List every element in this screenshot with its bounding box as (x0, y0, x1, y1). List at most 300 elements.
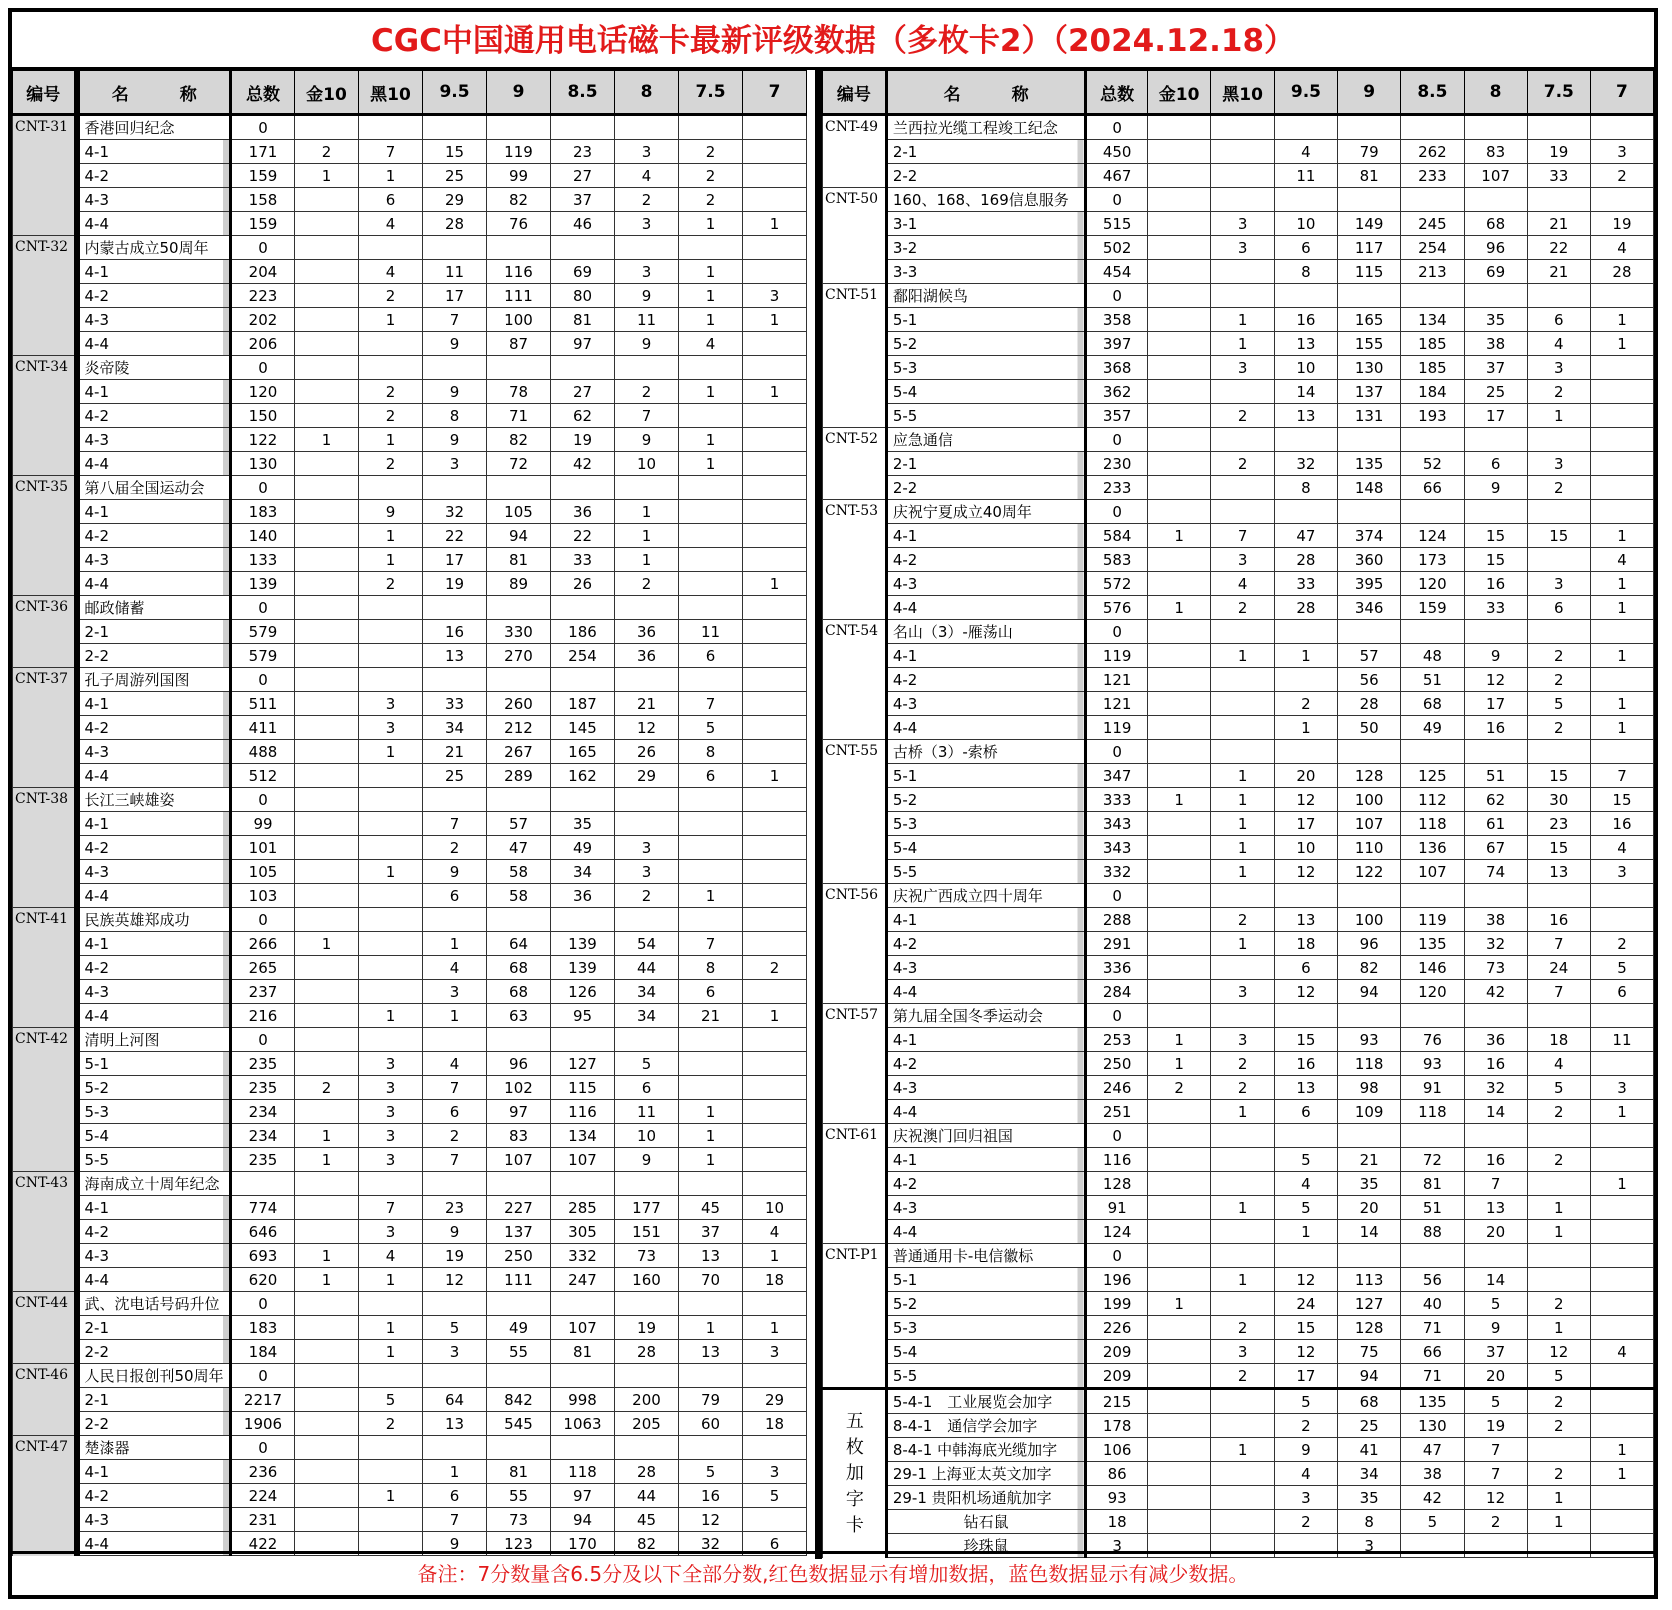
grade-count: 3 (1527, 572, 1590, 596)
grade-count (1590, 1316, 1653, 1340)
grade-count: 1 (1274, 644, 1337, 668)
grade-count (359, 1508, 423, 1532)
grade-count: 1 (1211, 308, 1274, 332)
series-code-empty (823, 548, 887, 572)
grade-count: 20 (1464, 1220, 1527, 1244)
card-total: 93 (1086, 1486, 1147, 1510)
grade-count: 116 (487, 260, 551, 284)
series-code-empty (823, 260, 887, 284)
grade-count: 19 (423, 572, 487, 596)
grade-count (487, 908, 551, 932)
grade-count: 81 (487, 548, 551, 572)
grade-count: 16 (1527, 908, 1590, 932)
grade-count (1590, 188, 1653, 212)
grade-count (1147, 668, 1210, 692)
grade-count (487, 668, 551, 692)
grade-count (1274, 740, 1337, 764)
grade-count (743, 524, 807, 548)
grade-count: 83 (487, 1124, 551, 1148)
card-number: 5-1 (886, 764, 1086, 788)
grade-count (615, 236, 679, 260)
grade-count: 6 (1464, 452, 1527, 476)
series-total: 0 (231, 1436, 295, 1460)
grade-count: 2 (615, 188, 679, 212)
grade-count (551, 1028, 615, 1052)
grade-count (359, 980, 423, 1004)
card-number: 2-1 (886, 140, 1086, 164)
grade-count: 1 (1590, 1100, 1653, 1124)
grade-count: 4 (743, 1220, 807, 1244)
grade-count: 32 (423, 500, 487, 524)
grade-count: 1 (1211, 1438, 1274, 1462)
card-number: 4-4 (77, 572, 231, 596)
grade-count: 66 (1401, 1340, 1464, 1364)
series-code-empty (823, 1028, 887, 1052)
grade-count (1274, 668, 1337, 692)
grade-count: 21 (615, 692, 679, 716)
grade-count (1147, 1172, 1210, 1196)
table-row (823, 1100, 1654, 1124)
grade-count: 260 (487, 692, 551, 716)
grade-count: 18 (743, 1268, 807, 1292)
column-header: 名 称 (77, 71, 231, 115)
grade-count: 57 (487, 812, 551, 836)
grade-count: 18 (1527, 1028, 1590, 1052)
grade-count (1147, 980, 1210, 1004)
grade-count: 1 (359, 524, 423, 548)
grade-count: 10 (743, 1196, 807, 1220)
table-row (823, 1076, 1654, 1100)
grade-count (295, 332, 359, 356)
grade-count (295, 980, 359, 1004)
grade-count (1211, 1004, 1274, 1028)
table-row (13, 884, 807, 908)
grade-count (1147, 1462, 1210, 1486)
grade-count (487, 596, 551, 620)
card-total: 140 (231, 524, 295, 548)
series-name: 古桥（3）-索桥 (886, 740, 1086, 764)
grade-count: 128 (1338, 1316, 1401, 1340)
card-number: 4-1 (77, 812, 231, 836)
grade-count: 2 (359, 404, 423, 428)
series-total: 0 (1086, 284, 1147, 308)
grade-count: 62 (1464, 788, 1527, 812)
card-total: 3 (1086, 1534, 1147, 1558)
grade-count: 12 (1274, 980, 1337, 1004)
grade-count: 1 (1590, 1172, 1653, 1196)
card-number: 4-4 (886, 980, 1086, 1004)
grade-count (1464, 284, 1527, 308)
table-row (823, 932, 1654, 956)
grade-count: 68 (1338, 1389, 1401, 1414)
grade-count: 4 (1274, 1172, 1337, 1196)
series-total: 0 (231, 596, 295, 620)
grade-count: 13 (1274, 1076, 1337, 1100)
series-total: 0 (231, 668, 295, 692)
grade-count: 26 (615, 740, 679, 764)
grade-count: 1 (1211, 836, 1274, 860)
table-row (13, 1148, 807, 1172)
grade-count: 82 (487, 188, 551, 212)
card-number: 4-3 (77, 1508, 231, 1532)
card-name: 8-4-1 通信学会加字 (886, 1414, 1086, 1438)
grade-count (359, 836, 423, 860)
grade-count: 2 (1527, 1462, 1590, 1486)
series-code-empty (13, 1412, 77, 1436)
grade-count (1527, 1004, 1590, 1028)
grade-count: 47 (487, 836, 551, 860)
grade-count: 6 (679, 644, 743, 668)
grade-count: 56 (1401, 1268, 1464, 1292)
grade-count (1211, 692, 1274, 716)
grade-count: 21 (423, 740, 487, 764)
table-row (13, 932, 807, 956)
grade-count: 1 (1590, 716, 1653, 740)
grade-count (615, 668, 679, 692)
grade-count (679, 500, 743, 524)
grade-count: 37 (679, 1220, 743, 1244)
series-name: 普通通用卡-电信徽标 (886, 1244, 1086, 1268)
grade-count (295, 115, 359, 140)
card-total: 347 (1086, 764, 1147, 788)
grade-count: 212 (487, 716, 551, 740)
grade-count (295, 1220, 359, 1244)
grade-count (1147, 884, 1210, 908)
card-total: 774 (231, 1196, 295, 1220)
grade-count (743, 1148, 807, 1172)
column-header: 黑10 (1211, 71, 1274, 115)
grade-count (1338, 620, 1401, 644)
grade-count: 7 (1464, 1172, 1527, 1196)
grade-count: 5 (743, 1484, 807, 1508)
grade-count: 82 (615, 1532, 679, 1556)
card-total: 204 (231, 260, 295, 284)
grade-count: 2 (1527, 476, 1590, 500)
grade-count: 5 (1274, 1196, 1337, 1220)
grade-count (359, 1436, 423, 1460)
grade-count (295, 1412, 359, 1436)
grade-count: 122 (1338, 860, 1401, 884)
card-total: 411 (231, 716, 295, 740)
series-code-empty (823, 140, 887, 164)
grade-count (743, 1100, 807, 1124)
grade-count: 1 (359, 428, 423, 452)
grade-count (1211, 115, 1274, 140)
grade-count: 49 (487, 1316, 551, 1340)
grade-count: 13 (1464, 1196, 1527, 1220)
series-code-empty (823, 572, 887, 596)
grade-count: 32 (1274, 452, 1337, 476)
grade-count (551, 1436, 615, 1460)
grade-count (679, 404, 743, 428)
grade-count: 1 (1590, 308, 1653, 332)
table-row (823, 572, 1654, 596)
grade-count (487, 1292, 551, 1316)
grade-count: 22 (551, 524, 615, 548)
series-code-empty (13, 860, 77, 884)
group-header-row (13, 1292, 807, 1316)
series-code-empty (13, 1340, 77, 1364)
grade-count: 16 (1464, 716, 1527, 740)
grade-count: 11 (615, 308, 679, 332)
grade-count: 1 (743, 380, 807, 404)
grade-count: 124 (1401, 524, 1464, 548)
grade-count: 94 (551, 1508, 615, 1532)
table-row (13, 284, 807, 308)
grade-count (1147, 284, 1210, 308)
grade-count: 7 (679, 932, 743, 956)
grade-count: 2 (1147, 1076, 1210, 1100)
grade-count (423, 1292, 487, 1316)
card-total: 502 (1086, 236, 1147, 260)
grade-count (1590, 284, 1653, 308)
grade-count: 1 (1211, 1268, 1274, 1292)
series-name: 应急通信 (886, 428, 1086, 452)
grade-count (1527, 548, 1590, 572)
grade-count: 58 (487, 860, 551, 884)
series-total: 0 (1086, 1004, 1147, 1028)
grade-count: 8 (1338, 1510, 1401, 1534)
table-row (823, 548, 1654, 572)
grade-count (743, 932, 807, 956)
group-header-row (13, 115, 807, 140)
table-row (13, 1004, 807, 1028)
series-total: 0 (1086, 115, 1147, 140)
grade-count (1147, 908, 1210, 932)
series-code-empty (13, 980, 77, 1004)
grade-count (743, 884, 807, 908)
grade-count (679, 548, 743, 572)
grade-count (679, 668, 743, 692)
grade-count: 33 (551, 548, 615, 572)
table-row (823, 1172, 1654, 1196)
card-number: 4-1 (77, 692, 231, 716)
series-code-empty (823, 452, 887, 476)
grade-count (295, 692, 359, 716)
grade-count: 35 (1338, 1172, 1401, 1196)
grade-count: 16 (1464, 1052, 1527, 1076)
grade-count: 45 (679, 1196, 743, 1220)
grade-count: 1 (1590, 524, 1653, 548)
grade-count (1147, 1268, 1210, 1292)
grade-count: 233 (1401, 164, 1464, 188)
grade-count (1147, 1148, 1210, 1172)
grade-count: 71 (1401, 1364, 1464, 1389)
column-header: 总数 (1086, 71, 1147, 115)
series-code: CNT-52 (823, 428, 887, 452)
grade-count: 79 (1338, 140, 1401, 164)
card-total: 253 (1086, 1028, 1147, 1052)
grade-count (1147, 428, 1210, 452)
group-header-row (823, 188, 1654, 212)
card-total: 234 (231, 1124, 295, 1148)
grade-count (1464, 1004, 1527, 1028)
grade-count (679, 1172, 743, 1196)
grade-count: 10 (1274, 356, 1337, 380)
table-row (13, 1052, 807, 1076)
table-row (13, 308, 807, 332)
grade-count: 2 (423, 836, 487, 860)
grade-count: 16 (679, 1484, 743, 1508)
grade-count (359, 812, 423, 836)
card-number: 4-4 (77, 764, 231, 788)
grade-count: 25 (1338, 1414, 1401, 1438)
column-header: 9.5 (423, 71, 487, 115)
card-number: 4-3 (77, 548, 231, 572)
grade-count: 3 (743, 284, 807, 308)
series-code-empty (823, 524, 887, 548)
grade-count: 16 (1464, 1148, 1527, 1172)
grade-count (1401, 284, 1464, 308)
grade-count: 1 (1211, 788, 1274, 812)
card-number: 5-3 (886, 356, 1086, 380)
card-total: 121 (1086, 668, 1147, 692)
grade-count: 66 (1401, 476, 1464, 500)
grade-count (1590, 1004, 1653, 1028)
grade-count: 2 (1464, 1510, 1527, 1534)
card-total: 230 (1086, 452, 1147, 476)
grade-count: 15 (1464, 548, 1527, 572)
grade-count: 68 (1401, 692, 1464, 716)
grade-count (1211, 1389, 1274, 1414)
group-header-row (13, 1028, 807, 1052)
grade-count (359, 1292, 423, 1316)
grade-count: 125 (1401, 764, 1464, 788)
table-row (13, 140, 807, 164)
grade-count: 23 (423, 1196, 487, 1220)
card-number: 4-4 (77, 884, 231, 908)
grade-count: 83 (1464, 140, 1527, 164)
grade-count: 6 (423, 884, 487, 908)
grade-count (1590, 884, 1653, 908)
grade-count (1211, 1124, 1274, 1148)
card-total: 693 (231, 1244, 295, 1268)
grade-count (1590, 1196, 1653, 1220)
series-code-empty (13, 140, 77, 164)
column-header: 9 (487, 71, 551, 115)
grade-count (1527, 1172, 1590, 1196)
card-total: 467 (1086, 164, 1147, 188)
grade-count: 1 (1590, 596, 1653, 620)
grade-count: 2 (1211, 1364, 1274, 1389)
grade-count: 116 (551, 1100, 615, 1124)
grade-count (1590, 1052, 1653, 1076)
grade-count: 95 (551, 1004, 615, 1028)
grade-count (1590, 476, 1653, 500)
grade-count (743, 1124, 807, 1148)
grade-count: 35 (1464, 308, 1527, 332)
grade-count (1590, 1292, 1653, 1316)
group-header-row (13, 236, 807, 260)
grade-count (295, 1508, 359, 1532)
grade-count: 107 (487, 1148, 551, 1172)
grade-count: 1 (423, 932, 487, 956)
table-row (13, 1484, 807, 1508)
grade-count (615, 1028, 679, 1052)
grade-count (551, 115, 615, 140)
grade-count: 13 (1274, 908, 1337, 932)
grade-count (295, 1436, 359, 1460)
table-row (13, 716, 807, 740)
card-total: 199 (1086, 1292, 1147, 1316)
grade-count: 12 (615, 716, 679, 740)
grade-count: 28 (1274, 596, 1337, 620)
table-row (13, 1340, 807, 1364)
grade-count: 213 (1401, 260, 1464, 284)
series-code-empty (823, 164, 887, 188)
group-header-row (823, 884, 1654, 908)
table-row (13, 500, 807, 524)
grade-count (1211, 164, 1274, 188)
grade-count: 36 (615, 620, 679, 644)
grade-count: 119 (487, 140, 551, 164)
grade-count: 2 (1527, 1414, 1590, 1438)
table-row (13, 452, 807, 476)
card-total: 122 (231, 428, 295, 452)
grade-count: 3 (615, 836, 679, 860)
card-number: 4-3 (77, 860, 231, 884)
series-code-empty (823, 476, 887, 500)
grade-count (295, 524, 359, 548)
grade-count: 1 (359, 860, 423, 884)
grade-count (359, 788, 423, 812)
grade-count: 28 (1338, 692, 1401, 716)
grade-count: 9 (423, 860, 487, 884)
grade-count: 64 (423, 1388, 487, 1412)
grade-count: 13 (1274, 404, 1337, 428)
card-number: 4-1 (77, 500, 231, 524)
card-number: 4-2 (77, 1220, 231, 1244)
card-number: 2-1 (77, 620, 231, 644)
grade-count: 12 (1464, 1486, 1527, 1510)
grade-count (679, 524, 743, 548)
grade-count (1147, 1124, 1210, 1148)
grade-count (1590, 668, 1653, 692)
grade-count (1590, 1510, 1653, 1534)
grade-count: 34 (1338, 1462, 1401, 1486)
grade-count (487, 1028, 551, 1052)
grade-count: 1 (679, 428, 743, 452)
grade-count: 1 (295, 932, 359, 956)
grade-count: 7 (359, 140, 423, 164)
grade-count: 185 (1401, 356, 1464, 380)
grade-count: 4 (1590, 836, 1653, 860)
group-header-row (13, 1364, 807, 1388)
series-code: CNT-56 (823, 884, 887, 908)
grade-count (615, 812, 679, 836)
grade-count (1147, 236, 1210, 260)
grade-count: 4 (615, 164, 679, 188)
grade-count: 118 (1401, 812, 1464, 836)
grade-count (295, 1388, 359, 1412)
card-number: 4-1 (77, 380, 231, 404)
grade-count: 107 (1338, 812, 1401, 836)
extra-block-label-char: 字 (845, 1488, 864, 1510)
grade-count: 80 (551, 284, 615, 308)
grade-count: 13 (679, 1244, 743, 1268)
grade-count: 98 (1338, 1076, 1401, 1100)
grade-count: 1 (1590, 332, 1653, 356)
series-total: 0 (1086, 1244, 1147, 1268)
grade-count: 33 (1464, 596, 1527, 620)
series-code-empty (823, 956, 887, 980)
grade-count (423, 908, 487, 932)
grade-count: 128 (1338, 764, 1401, 788)
grade-count: 2 (1211, 404, 1274, 428)
grade-count: 6 (679, 980, 743, 1004)
card-number: 4-2 (77, 524, 231, 548)
grade-count (359, 1364, 423, 1388)
